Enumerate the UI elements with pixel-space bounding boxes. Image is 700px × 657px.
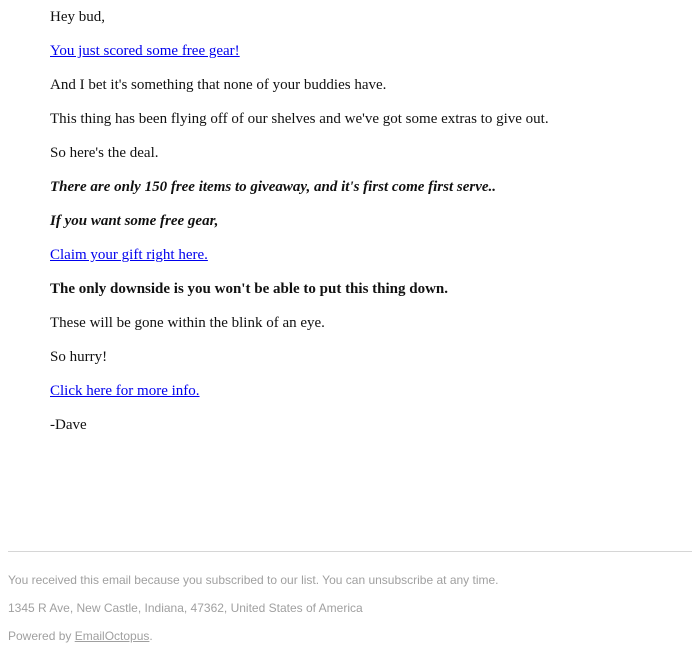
paragraph-deal: So here's the deal. xyxy=(50,145,159,161)
free-gear-link[interactable]: You just scored some free gear! xyxy=(50,43,240,59)
emphasis-limited-items: There are only 150 free items to giveaway, and it's first come first serve.. xyxy=(50,179,497,195)
bold-downside: The only downside is you won't be able to put this thing down. xyxy=(50,281,449,297)
more-info-link[interactable]: Click here for more info. xyxy=(50,383,200,399)
powered-by-suffix: . xyxy=(149,629,153,643)
paragraph-gone: These will be gone within the blink of an eye. xyxy=(50,315,325,331)
paragraph-buddies: And I bet it's something that none of your buddies have. xyxy=(50,77,387,93)
claim-gift-line xyxy=(50,246,208,264)
more-info-line xyxy=(50,382,200,400)
powered-by xyxy=(8,628,153,644)
emailoctopus-link[interactable]: EmailOctopus xyxy=(74,629,150,643)
paragraph-hurry: So hurry! xyxy=(50,349,108,365)
greeting: Hey bud, xyxy=(50,9,105,25)
paragraph-shelves: This thing has been flying off of our shelves and we've got some extras to give out. xyxy=(50,111,549,127)
claim-gift-link[interactable]: Claim your gift right here. xyxy=(50,247,208,263)
subscription-notice: You received this email because you subscribed to our list. You can unsubscribe at any time. xyxy=(8,573,499,587)
footer-address: 1345 R Ave, New Castle, Indiana, 47362, United States of America xyxy=(8,601,363,615)
free-gear-line xyxy=(50,42,240,60)
footer-divider xyxy=(8,551,692,552)
emphasis-want-gear: If you want some free gear, xyxy=(50,213,219,229)
signoff: -Dave xyxy=(50,417,87,433)
powered-by-prefix: Powered by xyxy=(8,629,75,643)
